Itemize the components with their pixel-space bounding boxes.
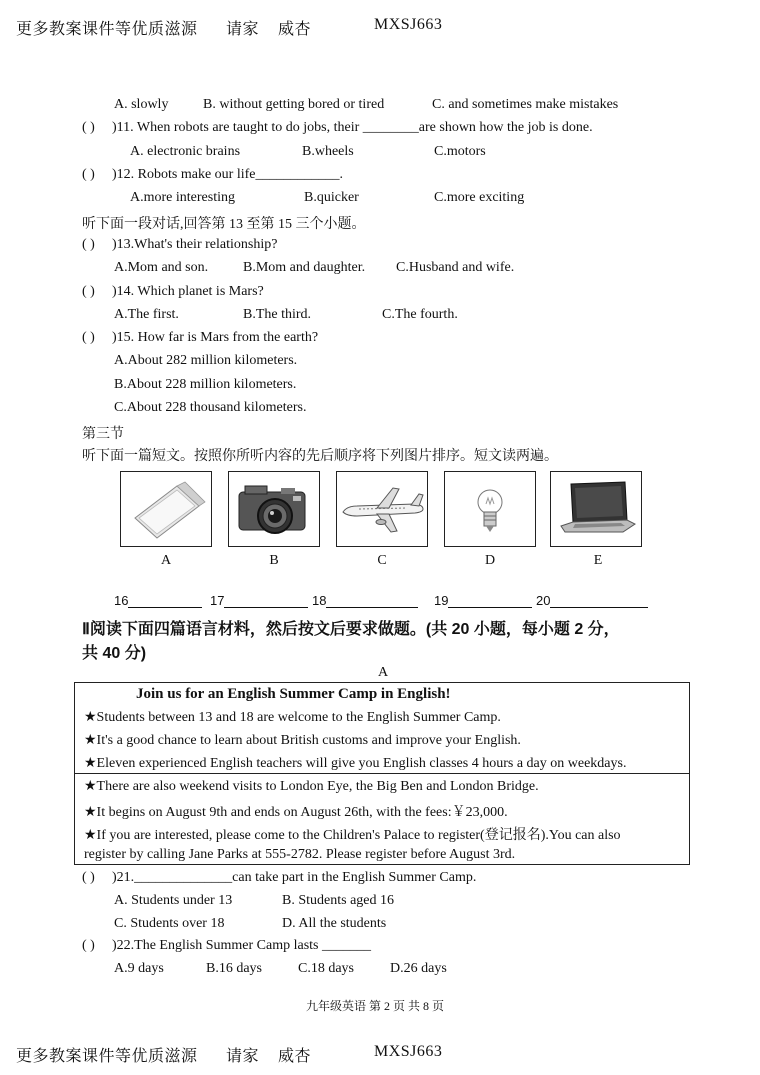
page-header (16, 16, 716, 36)
q10-option-a: A. slowly (114, 97, 169, 112)
passage-a-item-1: ★Students between 13 and 18 are welcome to the English Summer Camp. (84, 710, 501, 725)
header-b: 威杏 (278, 21, 312, 38)
blank-16[interactable]: 16 (114, 593, 202, 608)
passage-a-item-3: ★Eleven experienced English teachers will give you English classes 4 hours a day on weekdays. (84, 756, 627, 771)
blank-20[interactable]: 20 (536, 593, 648, 608)
blank-17[interactable]: 17 (210, 593, 308, 608)
page-header-bottom (16, 1043, 716, 1063)
q12-question: )12. Robots make our life____________. (112, 167, 343, 182)
picture-c-label: C (377, 553, 387, 568)
q21-option-d: D. All the students (282, 916, 387, 931)
section3-instruction: 听下面一篇短文。按照你所听内容的先后顺序将下列图片排序。短文读两遍。 (82, 449, 558, 464)
q11-option-c: C.motors (434, 144, 486, 159)
laptop-icon (551, 472, 641, 546)
q15-answer-paren: ( ) (82, 330, 95, 345)
q15-option-c: C.About 228 thousand kilometers. (114, 400, 307, 415)
q21-option-c: C. Students over 18 (114, 916, 225, 931)
blank-19[interactable]: 19 (434, 593, 532, 608)
reading-heading-line2: 共 40 分) (82, 645, 147, 662)
reading-heading-line1: Ⅱ阅读下面四篇语言材料，然后按文后要求做题。(共 20 小题，每小题 2 分， (82, 621, 620, 638)
airplane-icon (337, 472, 427, 546)
dialog-instruction: 听下面一段对话,回答第 13 至第 15 三个小题。 (82, 217, 366, 232)
header-code: MXSJ663 (374, 16, 443, 33)
q12-answer-paren: ( ) (82, 167, 95, 182)
q12-option-c: C.more exciting (434, 190, 525, 205)
q15-question: )15. How far is Mars from the earth? (112, 330, 319, 345)
header-promo: 更多教案课件等优质滋源 (16, 21, 198, 38)
header-a: 请家 (226, 21, 260, 38)
q21-option-b: B. Students aged 16 (282, 893, 394, 908)
blank-18[interactable]: 18 (312, 593, 418, 608)
q22-option-a: A.9 days (114, 961, 164, 976)
header-bottom-promo: 更多教案课件等优质滋源 (16, 1048, 198, 1065)
passage-a-letter: A (378, 665, 389, 680)
q11-option-b: B.wheels (302, 144, 354, 159)
picture-e (550, 471, 642, 547)
q11-question: )11. When robots are taught to do jobs, their ________are shown how the job is done. (112, 120, 593, 135)
q21-option-a: A. Students under 13 (114, 893, 233, 908)
q13-option-a: A.Mom and son. (114, 260, 209, 275)
ipad-icon (121, 472, 211, 546)
q14-question: )14. Which planet is Mars? (112, 284, 264, 299)
answer-blanks-16-20 (0, 593, 760, 611)
picture-e-label: E (593, 553, 603, 568)
passage-a-item-6: ★If you are interested, please come to the Children's Palace to register(登记报名).You can also (84, 828, 621, 843)
q14-option-a: A.The first. (114, 307, 179, 322)
header-bottom-b: 威杏 (278, 1048, 312, 1065)
q10-option-b: B. without getting bored or tired (203, 97, 385, 112)
light-bulb-icon (445, 472, 535, 546)
page-footer: 九年级英语 第 2 页 共 8 页 (306, 999, 445, 1013)
q15-option-a: A.About 282 million kilometers. (114, 353, 298, 368)
q15-option-b: B.About 228 million kilometers. (114, 377, 297, 392)
q13-answer-paren: ( ) (82, 237, 95, 252)
section3-title: 第三节 (82, 427, 124, 442)
passage-a-item-4: ★There are also weekend visits to London Eye, the Big Ben and London Bridge. (84, 779, 539, 794)
q22-option-d: D.26 days (390, 961, 447, 976)
passage-a-item-7: register by calling Jane Parks at 555-2782. Please register before August 3rd. (84, 847, 516, 862)
q21-question: )21.______________can take part in the English Summer Camp. (112, 870, 477, 885)
header-bottom-code: MXSJ663 (374, 1043, 443, 1060)
picture-c (336, 471, 428, 547)
q21-answer-paren: ( ) (82, 870, 95, 885)
q13-option-c: C.Husband and wife. (396, 260, 515, 275)
q14-option-b: B.The third. (243, 307, 312, 322)
q11-answer-paren: ( ) (82, 120, 95, 135)
picture-d (444, 471, 536, 547)
picture-b-label: B (269, 553, 279, 568)
q13-option-b: B.Mom and daughter. (243, 260, 366, 275)
q14-answer-paren: ( ) (82, 284, 95, 299)
picture-a (120, 471, 212, 547)
picture-a-label: A (160, 553, 172, 568)
passage-a-item-5: ★It begins on August 9th and ends on August 26th, with the fees:￥23,000. (84, 805, 508, 820)
q22-option-b: B.16 days (206, 961, 262, 976)
q22-option-c: C.18 days (298, 961, 354, 976)
camera-icon (229, 472, 319, 546)
header-bottom-a: 请家 (226, 1048, 260, 1065)
q22-question: )22.The English Summer Camp lasts _______ (112, 938, 371, 953)
picture-d-label: D (484, 553, 496, 568)
q11-option-a: A. electronic brains (130, 144, 241, 159)
q14-option-c: C.The fourth. (382, 307, 458, 322)
passage-a-item-2: ★It's a good chance to learn about British customs and improve your English. (84, 733, 521, 748)
picture-b (228, 471, 320, 547)
q22-answer-paren: ( ) (82, 938, 95, 953)
q13-question: )13.What's their relationship? (112, 237, 278, 252)
q10-option-c: C. and sometimes make mistakes (432, 97, 619, 112)
q12-option-a: A.more interesting (130, 190, 235, 205)
passage-a-title: Join us for an English Summer Camp in English! (136, 686, 451, 702)
q12-option-b: B.quicker (304, 190, 359, 205)
